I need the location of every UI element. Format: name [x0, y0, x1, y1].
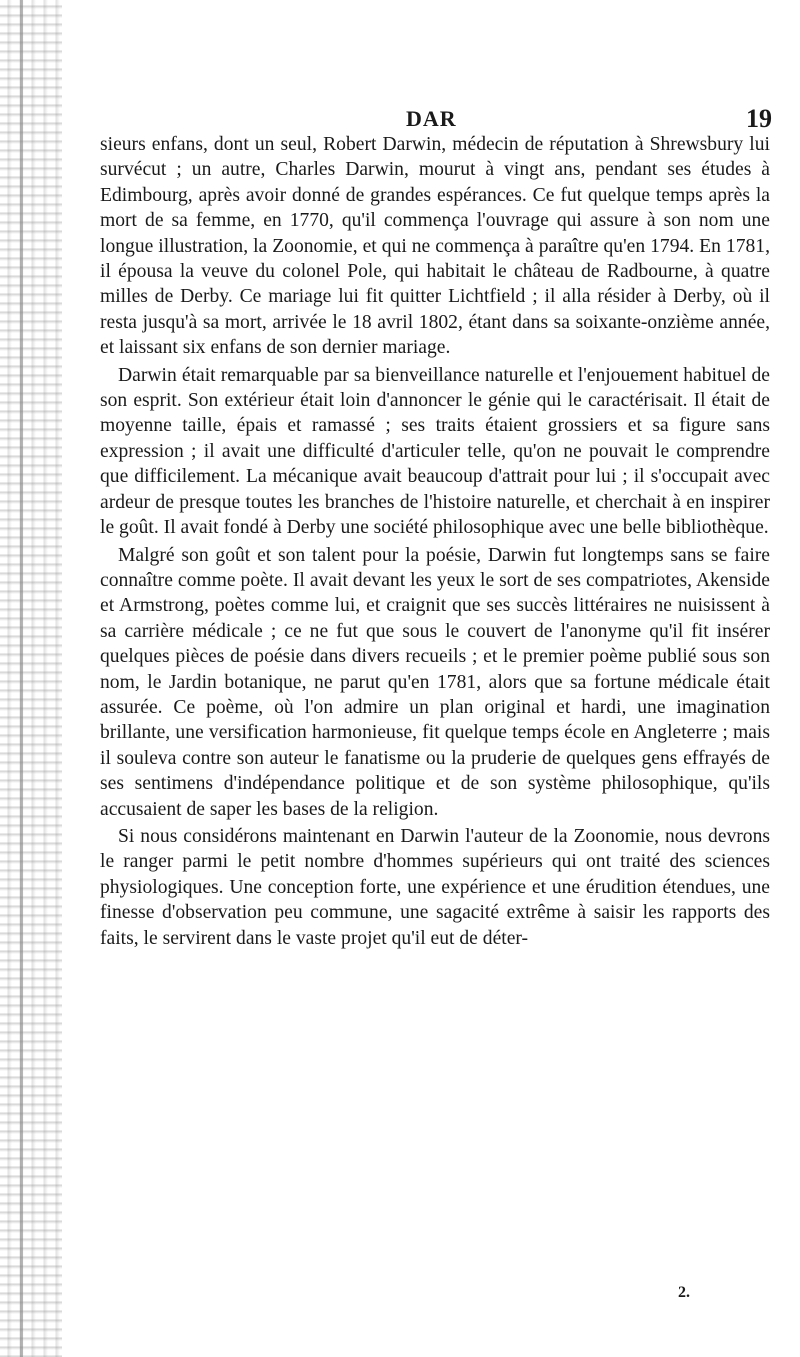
- body-text: [100, 132, 770, 951]
- page-number: 19: [746, 104, 772, 133]
- signature-mark: 2.: [678, 1284, 690, 1301]
- paragraph-3: Malgré son goût et son talent pour la poésie, Darwin fut longtemps sans se faire connaître comme poète. Il avait devant les yeux le sort de ses compatriotes, Akenside et Armstrong, poètes comme lui, et craignit que ses succès littéraires ne nuisissent à sa carrière médicale ; ce ne fut que sous le couvert de l'anonyme qu'il fit insérer quelques pièces de poésie dans divers recueils ; et le premier poème publié sous son nom, le Jardin botanique, ne parut qu'en 1781, alors que sa fortune médicale était assurée. Ce poème, où l'on admire un plan original et hardi, une imagination brillante, une versification harmonieuse, fit quelque temps école en Angleterre ; mais il souleva contre son auteur le fanatisme ou la pruderie de quelques gens effrayés de ses sentimens d'indépendance politique et de son système philosophique, qu'ils accusaient de saper les bases de la religion.: [100, 544, 770, 820]
- running-head: DAR: [406, 106, 457, 131]
- paragraph-4: Si nous considérons maintenant en Darwin l'auteur de la Zoonomie, nous devrons le ranger parmi le petit nombre d'hommes supérieurs qui ont traité des sciences physiologiques. Une conception forte, une expérience et une érudition étendues, une finesse d'observation peu commune, une sagacité extrême à saisir les rapports des faits, le servirent dans le vaste projet qu'il eut de déter-: [100, 825, 770, 949]
- paragraph-1: sieurs enfans, dont un seul, Robert Darwin, médecin de réputation à Shrewsbury lui survécut ; un autre, Charles Darwin, mourut à vingt ans, pendant ses études à Edimbourg, après avoir donné de grandes espérances. Ce fut quelque temps après la mort de sa femme, en 1770, qu'il commença l'ouvrage qui assure à son nom une longue illustration, la Zoonomie, et qui ne commença à paraître qu'en 1794. En 1781, il épousa la veuve du colonel Pole, qui habitait le château de Radbourne, à quatre milles de Derby. Ce mariage lui fit quitter Lichtfield ; il alla résider à Derby, où il resta jusqu'à sa mort, arrivée le 18 avril 1802, étant dans sa soixante-onzième année, et laissant six enfans de son dernier mariage.: [100, 134, 770, 359]
- paragraph-2: Darwin était remarquable par sa bienveillance naturelle et l'enjouement habituel de son esprit. Son extérieur était loin d'annoncer le génie qui le caractérisait. Il était de moyenne taille, épais et ramassé ; ses traits étaient grossiers et sa figure sans expression ; il avait une difficulté d'articuler telle, qu'on ne pouvait le comprendre que difficilement. La mécanique avait beaucoup d'attrait pour lui ; il s'occupait avec ardeur de presque toutes les branches de l'histoire naturelle, et cherchait à en inspirer le goût. Il avait fondé à Derby une société philosophique avec une belle bibliothèque.: [100, 364, 770, 539]
- scanned-binding-edge: [0, 0, 62, 1357]
